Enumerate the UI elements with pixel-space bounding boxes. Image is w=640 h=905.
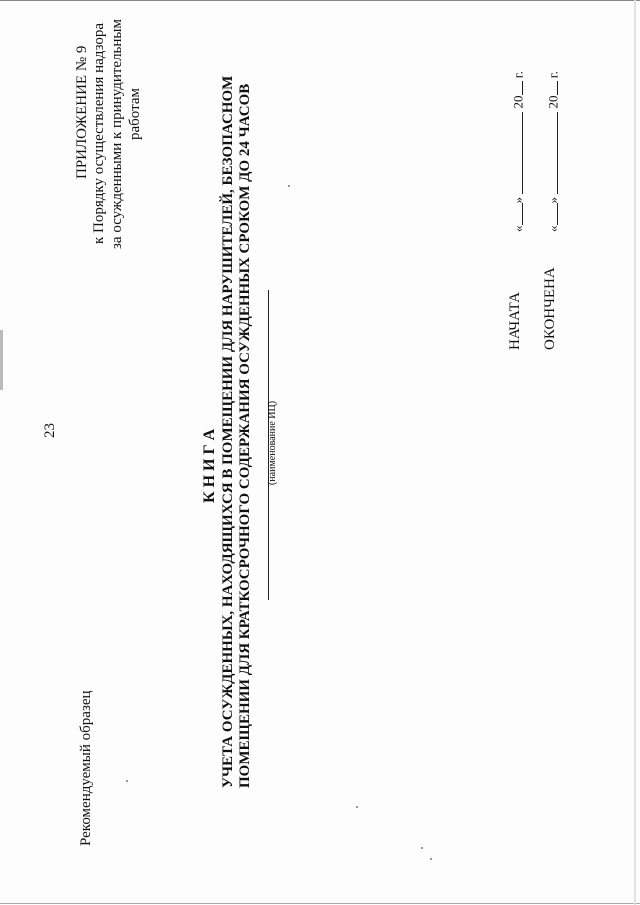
day-blank bbox=[545, 204, 558, 226]
year-suffix: г. bbox=[545, 71, 561, 79]
scan-speck bbox=[288, 185, 290, 187]
month-blank bbox=[545, 112, 558, 194]
quote-open: « bbox=[545, 225, 561, 232]
year-blank bbox=[545, 82, 558, 96]
book-title-line-1: УЧЕТА ОСУЖДЕННЫХ, НАХОДЯЩИХСЯ В ПОМЕЩЕНИИ ДЛЯ НАРУШИТЕЛЕЙ, БЕЗОПАСНОМ bbox=[220, 75, 236, 788]
appendix-line-1: к Порядку осуществления надзора bbox=[91, 22, 107, 244]
month-blank bbox=[510, 112, 523, 194]
quote-close: » bbox=[545, 197, 561, 204]
year-prefix: 20 bbox=[545, 95, 561, 109]
day-blank bbox=[510, 204, 523, 226]
scan-top-edge bbox=[0, 0, 640, 1]
scan-speck bbox=[430, 858, 432, 860]
book-title-line-2: ПОМЕЩЕНИИ ДЛЯ КРАТКОСРОЧНОГО СОДЕРЖАНИЯ ОСУЖДЕННЫХ СРОКОМ ДО 24 ЧАСОВ bbox=[237, 83, 253, 788]
year-blank bbox=[510, 82, 523, 96]
appendix-line-3: работам bbox=[127, 88, 143, 140]
quote-open: « bbox=[510, 225, 526, 232]
scan-speck bbox=[126, 780, 128, 782]
scan-speck bbox=[421, 847, 423, 849]
quote-close: » bbox=[510, 197, 526, 204]
page-number: 23 bbox=[42, 423, 58, 438]
date-ended-field bbox=[545, 71, 560, 232]
scan-right-edge bbox=[634, 0, 636, 905]
scan-bottom-edge bbox=[0, 903, 640, 904]
year-prefix: 20 bbox=[510, 95, 526, 109]
appendix-title: ПРИЛОЖЕНИЕ № 9 bbox=[74, 45, 90, 179]
org-name-caption: (наименование ИЦ) bbox=[267, 400, 278, 485]
date-started-field bbox=[510, 71, 525, 232]
date-ended-label: ОКОНЧЕНА bbox=[542, 267, 558, 350]
scan-speck bbox=[356, 806, 358, 808]
date-started-label: НАЧАТА bbox=[507, 292, 523, 350]
sample-label: Рекомендуемый образец bbox=[78, 690, 94, 846]
appendix-line-2: за осужденными к принудительным bbox=[109, 19, 125, 249]
book-title: К Н И Г А bbox=[201, 428, 218, 503]
scan-left-mark bbox=[0, 330, 3, 390]
year-suffix: г. bbox=[510, 71, 526, 79]
